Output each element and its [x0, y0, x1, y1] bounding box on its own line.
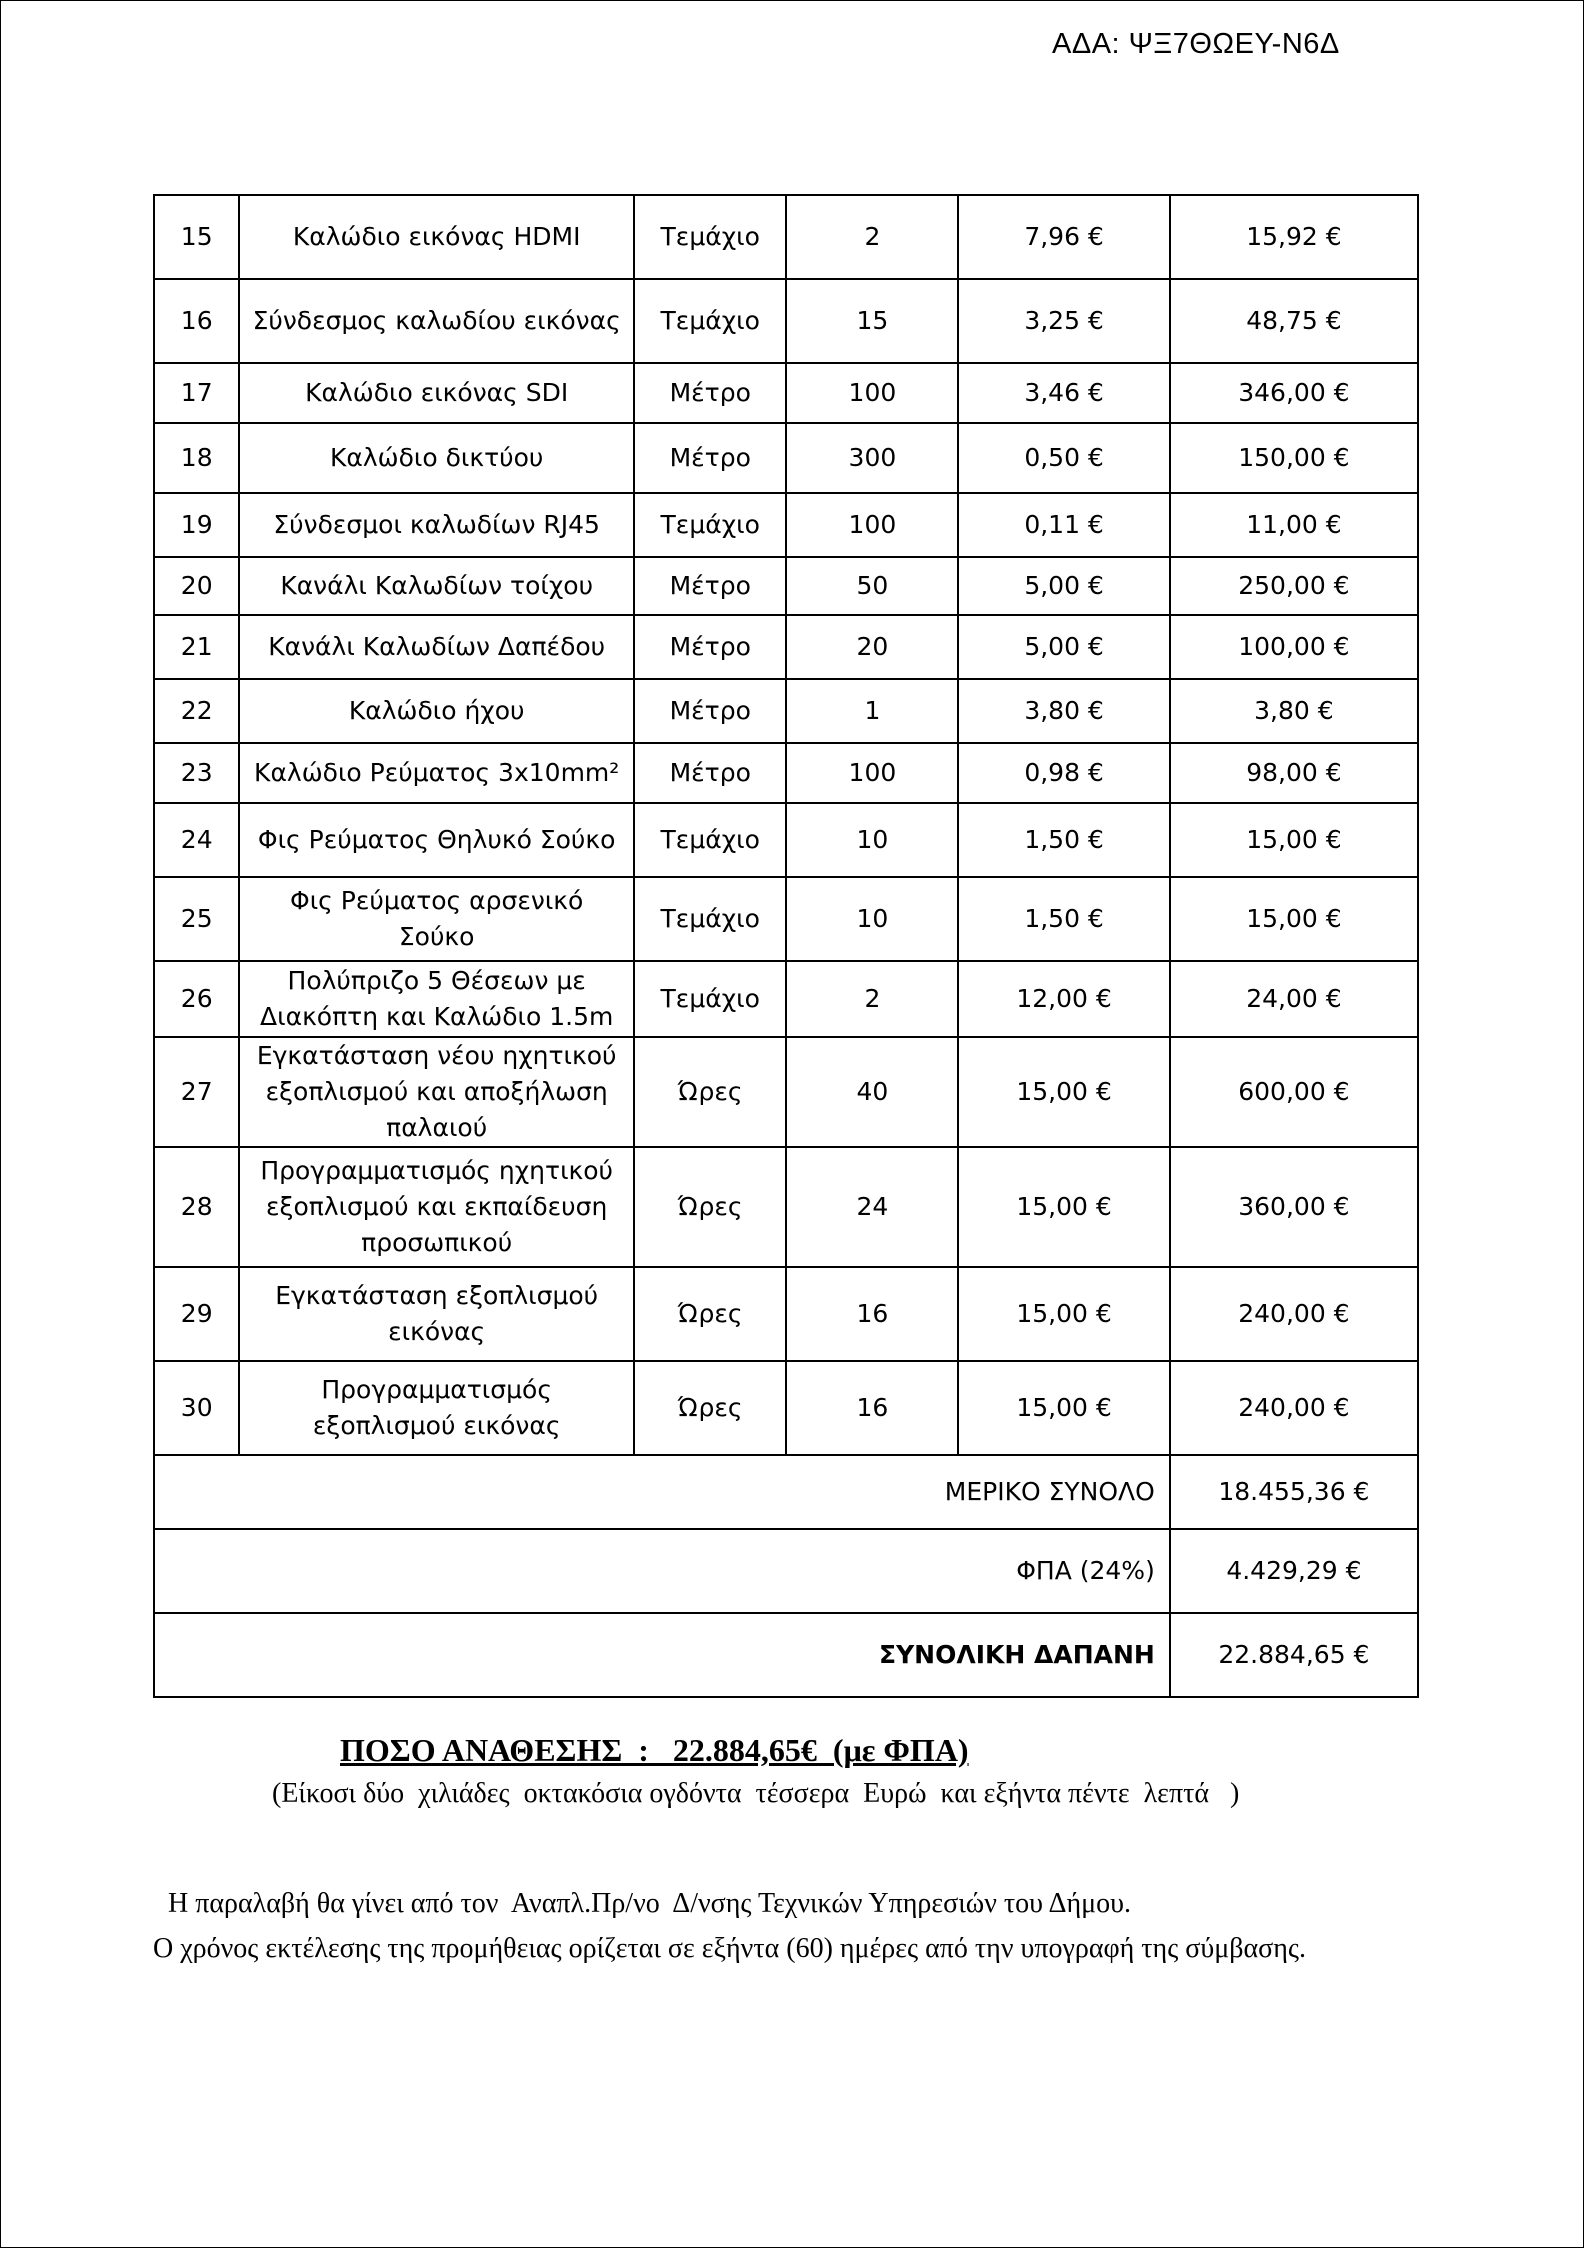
table-row [154, 803, 1418, 877]
row-unit: Μέτρο [634, 615, 787, 679]
row-description: Καλώδιο ήχου [239, 679, 634, 743]
row-unit-price: 3,80 € [958, 679, 1170, 743]
row-number: 22 [154, 679, 239, 743]
row-unit-price: 15,00 € [958, 1361, 1170, 1455]
row-description: Κανάλι Καλωδίων τοίχου [239, 557, 634, 615]
row-quantity: 40 [786, 1037, 958, 1147]
row-unit-price: 5,00 € [958, 615, 1170, 679]
row-number: 15 [154, 195, 239, 279]
row-unit: Μέτρο [634, 743, 787, 803]
subtotal-value: 18.455,36 € [1170, 1455, 1418, 1529]
row-unit: Τεμάχιο [634, 803, 787, 877]
row-quantity: 1 [786, 679, 958, 743]
row-description: Εγκατάσταση νέου ηχητικού εξοπλισμού και αποξήλωση παλαιού [239, 1037, 634, 1147]
row-description: Σύνδεσμος καλωδίου εικόνας [239, 279, 634, 363]
row-quantity: 10 [786, 877, 958, 961]
row-quantity: 100 [786, 743, 958, 803]
row-number: 19 [154, 493, 239, 557]
vat-value: 4.429,29 € [1170, 1529, 1418, 1613]
row-quantity: 15 [786, 279, 958, 363]
table-row [154, 743, 1418, 803]
row-number: 23 [154, 743, 239, 803]
row-number: 17 [154, 363, 239, 423]
row-unit: Μέτρο [634, 557, 787, 615]
row-number: 28 [154, 1147, 239, 1267]
row-unit-price: 15,00 € [958, 1267, 1170, 1361]
row-number: 30 [154, 1361, 239, 1455]
row-description: Καλώδιο εικόνας SDI [239, 363, 634, 423]
row-unit-price: 0,98 € [958, 743, 1170, 803]
table-row [154, 1147, 1418, 1267]
row-unit: Ώρες [634, 1147, 787, 1267]
row-total: 250,00 € [1170, 557, 1418, 615]
row-unit-price: 3,46 € [958, 363, 1170, 423]
row-total: 346,00 € [1170, 363, 1418, 423]
row-description: Πολύπριζο 5 Θέσεων με Διακόπτη και Καλώδιο 1.5m [239, 961, 634, 1037]
table-row [154, 557, 1418, 615]
row-number: 18 [154, 423, 239, 493]
row-total: 98,00 € [1170, 743, 1418, 803]
row-quantity: 2 [786, 195, 958, 279]
row-total: 100,00 € [1170, 615, 1418, 679]
award-amount-words: (Είκοσι δύο χιλιάδες οκτακόσια ογδόντα τέσσερα Ευρώ και εξήντα πέντε λεπτά ) [272, 1778, 1240, 1809]
row-number: 27 [154, 1037, 239, 1147]
row-total: 240,00 € [1170, 1361, 1418, 1455]
row-number: 29 [154, 1267, 239, 1361]
row-total: 360,00 € [1170, 1147, 1418, 1267]
row-number: 21 [154, 615, 239, 679]
row-description: Καλώδιο Ρεύματος 3x10mm² [239, 743, 634, 803]
row-quantity: 16 [786, 1361, 958, 1455]
row-total: 24,00 € [1170, 961, 1418, 1037]
row-total: 150,00 € [1170, 423, 1418, 493]
table-row [154, 493, 1418, 557]
row-number: 26 [154, 961, 239, 1037]
row-quantity: 100 [786, 493, 958, 557]
row-total: 3,80 € [1170, 679, 1418, 743]
table-row [154, 195, 1418, 279]
vat-row [154, 1529, 1418, 1613]
row-unit-price: 7,96 € [958, 195, 1170, 279]
row-total: 48,75 € [1170, 279, 1418, 363]
row-description: Προγραμματισμός εξοπλισμού εικόνας [239, 1361, 634, 1455]
row-unit-price: 3,25 € [958, 279, 1170, 363]
row-total: 240,00 € [1170, 1267, 1418, 1361]
grand-total-label: ΣΥΝΟΛΙΚΗ ΔΑΠΑΝΗ [154, 1613, 1170, 1697]
row-quantity: 20 [786, 615, 958, 679]
row-description: Καλώδιο εικόνας HDMI [239, 195, 634, 279]
row-unit-price: 5,00 € [958, 557, 1170, 615]
row-unit: Τεμάχιο [634, 961, 787, 1037]
row-unit: Τεμάχιο [634, 195, 787, 279]
table-row [154, 679, 1418, 743]
row-total: 15,00 € [1170, 877, 1418, 961]
row-unit-price: 1,50 € [958, 803, 1170, 877]
row-unit-price: 1,50 € [958, 877, 1170, 961]
row-description: Φις Ρεύματος αρσενικό Σούκο [239, 877, 634, 961]
row-description: Καλώδιο δικτύου [239, 423, 634, 493]
row-quantity: 2 [786, 961, 958, 1037]
vat-label: ΦΠΑ (24%) [154, 1529, 1170, 1613]
cost-table [153, 194, 1419, 1698]
row-unit-price: 12,00 € [958, 961, 1170, 1037]
row-unit: Τεμάχιο [634, 279, 787, 363]
row-unit-price: 0,11 € [958, 493, 1170, 557]
row-unit: Ώρες [634, 1037, 787, 1147]
row-description: Κανάλι Καλωδίων Δαπέδου [239, 615, 634, 679]
subtotal-label: ΜΕΡΙΚΟ ΣΥΝΟΛΟ [154, 1455, 1170, 1529]
row-number: 20 [154, 557, 239, 615]
table-row [154, 1361, 1418, 1455]
row-number: 16 [154, 279, 239, 363]
row-quantity: 10 [786, 803, 958, 877]
table-row [154, 961, 1418, 1037]
table-row [154, 615, 1418, 679]
table-row [154, 877, 1418, 961]
table-row [154, 423, 1418, 493]
row-unit-price: 0,50 € [958, 423, 1170, 493]
row-quantity: 24 [786, 1147, 958, 1267]
row-total: 15,00 € [1170, 803, 1418, 877]
row-total: 15,92 € [1170, 195, 1418, 279]
subtotal-row [154, 1455, 1418, 1529]
row-quantity: 50 [786, 557, 958, 615]
row-unit-price: 15,00 € [958, 1037, 1170, 1147]
row-unit: Μέτρο [634, 679, 787, 743]
row-description: Προγραμματισμός ηχητικού εξοπλισμού και εκπαίδευση προσωπικού [239, 1147, 634, 1267]
row-number: 25 [154, 877, 239, 961]
row-quantity: 100 [786, 363, 958, 423]
row-description: Σύνδεσμοι καλωδίων RJ45 [239, 493, 634, 557]
receipt-note: Η παραλαβή θα γίνει από τον Αναπλ.Πρ/νο Δ/νσης Τεχνικών Υπηρεσιών του Δήμου. [168, 1888, 1131, 1919]
row-description: Εγκατάσταση εξοπλισμού εικόνας [239, 1267, 634, 1361]
row-quantity: 16 [786, 1267, 958, 1361]
table-row [154, 279, 1418, 363]
table-row [154, 1267, 1418, 1361]
row-quantity: 300 [786, 423, 958, 493]
table-row [154, 1037, 1418, 1147]
row-unit: Τεμάχιο [634, 493, 787, 557]
grand-total-row [154, 1613, 1418, 1697]
row-unit: Μέτρο [634, 363, 787, 423]
table-row [154, 363, 1418, 423]
row-total: 600,00 € [1170, 1037, 1418, 1147]
row-unit: Ώρες [634, 1267, 787, 1361]
row-unit-price: 15,00 € [958, 1147, 1170, 1267]
execution-note: Ο χρόνος εκτέλεσης της προμήθειας ορίζεται σε εξήντα (60) ημέρες από την υπογραφή της σύμβασης. [153, 1933, 1306, 1964]
award-amount: ΠΟΣΟ ΑΝΑΘΕΣΗΣ : 22.884,65€ (με ΦΠΑ) [340, 1732, 969, 1768]
row-total: 11,00 € [1170, 493, 1418, 557]
row-unit: Μέτρο [634, 423, 787, 493]
row-unit: Τεμάχιο [634, 877, 787, 961]
row-number: 24 [154, 803, 239, 877]
ada-code: ΑΔΑ: ΨΞ7ΘΩΕΥ-Ν6Δ [1052, 28, 1340, 60]
row-description: Φις Ρεύματος Θηλυκό Σούκο [239, 803, 634, 877]
grand-total-value: 22.884,65 € [1170, 1613, 1418, 1697]
row-unit: Ώρες [634, 1361, 787, 1455]
cost-table-body [154, 195, 1418, 1697]
